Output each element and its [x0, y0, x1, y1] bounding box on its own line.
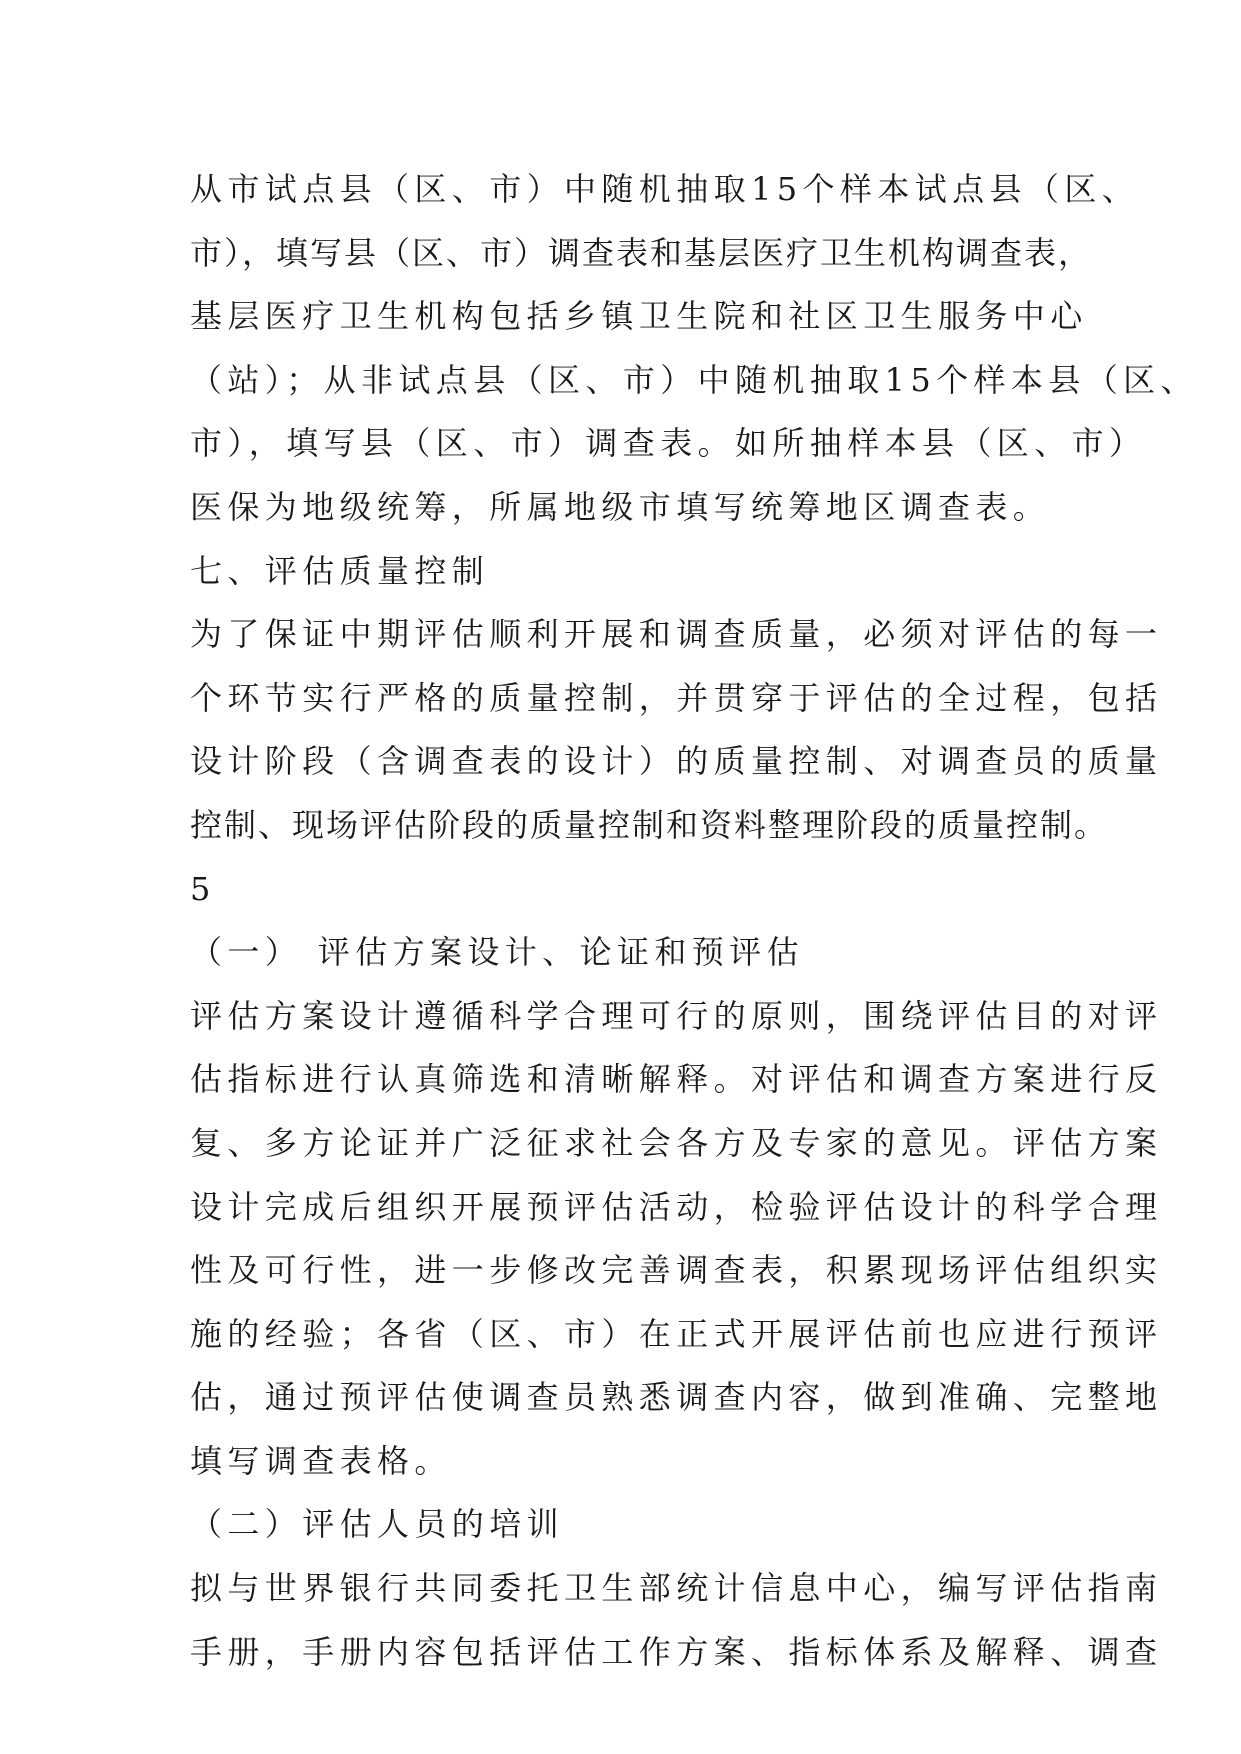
body-text-line: 性及可行性，进一步修改完善调查表，积累现场评估组织实: [190, 1251, 1163, 1290]
body-text-line: 基层医疗卫生机构包括乡镇卫生院和社区卫生服务中心: [190, 297, 1088, 336]
body-text-line: 填写调查表格。: [190, 1441, 452, 1480]
subsection-heading: （一） 评估方案设计、论证和预评估: [190, 933, 804, 972]
subsection-heading: （二）评估人员的培训: [190, 1505, 565, 1544]
body-text-line: 控制、现场评估阶段的质量控制和资料整理阶段的质量控制。: [190, 805, 1109, 844]
body-text-line: 评估方案设计遵循科学合理可行的原则，围绕评估目的对评: [190, 996, 1163, 1035]
body-text-line: 施的经验；各省（区、市）在正式开展评估前也应进行预评: [190, 1314, 1163, 1353]
body-text-line: 手册，手册内容包括评估工作方案、指标体系及解释、调查: [190, 1632, 1163, 1671]
body-text-line: 为了保证中期评估顺利开展和调查质量，必须对评估的每一: [190, 615, 1163, 654]
page-number: 5: [190, 869, 216, 908]
body-text-line: 拟与世界银行共同委托卫生部统计信息中心，编写评估指南: [190, 1569, 1163, 1608]
body-text-line: 医保为地级统筹，所属地级市填写统筹地区调查表。: [190, 487, 1051, 526]
section-heading: 七、评估质量控制: [190, 551, 490, 590]
body-text-line: 复、多方论证并广泛征求社会各方及专家的意见。评估方案: [190, 1123, 1163, 1162]
body-text-line: （站）；从非试点县（区、市）中随机抽取15个样本县（区、: [190, 360, 1198, 399]
body-text-line: 估，通过预评估使调查员熟悉调查内容，做到准确、完整地: [190, 1378, 1163, 1417]
body-text-line: 设计阶段（含调查表的设计）的质量控制、对调查员的质量: [190, 742, 1163, 781]
body-text-line: 个环节实行严格的质量控制，并贯穿于评估的全过程，包括: [190, 678, 1163, 717]
body-text-line: 设计完成后组织开展预评估活动，检验评估设计的科学合理: [190, 1187, 1163, 1226]
body-text-line: 市），填写县（区、市）调查表。如所抽样本县（区、市）: [190, 424, 1147, 463]
document-body: [190, 158, 1198, 1684]
body-text-line: 市），填写县（区、市）调查表和基层医疗卫生机构调查表，: [190, 233, 1093, 272]
body-text-line: 估指标进行认真筛选和清晰解释。对评估和调查方案进行反: [190, 1060, 1163, 1099]
body-text-line: 从市试点县（区、市）中随机抽取15个样本试点县（区、: [190, 170, 1140, 208]
